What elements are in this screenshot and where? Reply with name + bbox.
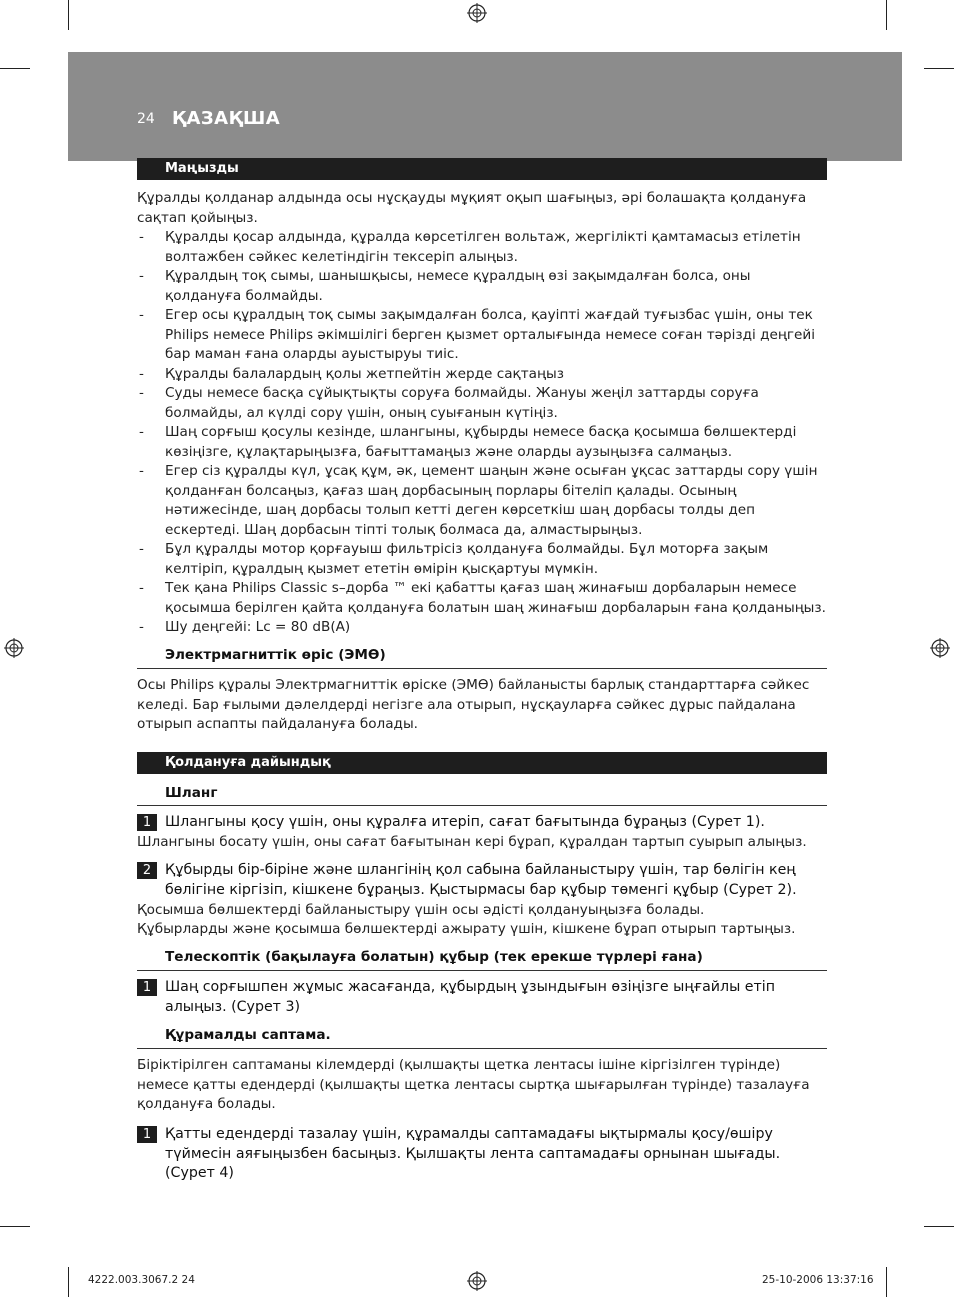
- step-number: 1: [137, 1126, 157, 1143]
- crop-mark: [0, 68, 30, 69]
- crop-mark: [886, 0, 887, 30]
- step-note: Құбырларды және қосымша бөлшектерді ажырату үшін, кішкене бұрап отырып тартыңыз.: [137, 921, 796, 937]
- divider: [137, 805, 827, 806]
- registration-mark-icon: [930, 638, 950, 658]
- crop-mark: [68, 1267, 69, 1297]
- important-intro: Құралды қолданар алдында осы нұсқауды мұқият оқып шағыңыз, әрі болашақта қолдануға сақтап қойыңыз.: [137, 190, 807, 226]
- crop-mark: [924, 1226, 954, 1227]
- divider: [137, 668, 827, 669]
- section-heading-prep: [137, 752, 827, 774]
- emf-text: Осы Philips құралы Электрмагниттік өріске (ЭМӨ) байланысты барлық стандарттарға сәйкес келеді. Бар ғылыми дәлелдерді негізге ала отырып, нұсқауларға сәйкес дұрыс пайдалана отырып аспапты пайдалануға болады.: [137, 677, 810, 732]
- registration-mark-icon: [467, 3, 487, 23]
- telescopic-heading: Телескоптік (бақылауға болатын) құбыр (тек ерекше түрлері ғана): [165, 949, 703, 965]
- section-heading-label: Маңызды: [165, 161, 239, 176]
- section-heading-label: Қолдануға дайындық: [165, 755, 331, 770]
- footer-timestamp: 25-10-2006 13:37:16: [762, 1274, 874, 1286]
- header-band: [68, 52, 902, 161]
- section-heading-important: [137, 158, 827, 180]
- language-title: ҚАЗАҚША: [172, 108, 281, 129]
- step-note: Шлангыны босату үшін, оны сағат бағытынан кері бұрап, құралдан тартып суырып алыңыз.: [137, 834, 807, 850]
- emf-heading: Электрмагниттік өріс (ЭМӨ): [165, 647, 386, 663]
- step-note: Қосымша бөлшектерді байланыстыру үшін осы әдісті қолдануыңызға болады.: [137, 902, 705, 918]
- combined-nozzle-heading: Құрамалды саптама.: [165, 1027, 331, 1043]
- step-number: 1: [137, 979, 157, 996]
- hose-heading: Шланг: [165, 785, 218, 801]
- registration-mark-icon: [4, 638, 24, 658]
- crop-mark: [924, 68, 954, 69]
- divider: [137, 970, 827, 971]
- crop-mark: [68, 0, 69, 30]
- combined-nozzle-text: Біріктірілген саптаманы кілемдерді (қылшақты щетка лентасы ішіне кіргізілген түрінде) немесе қатты едендерді (қылшақты щетка лентасы сыртқа шығарылған түрінде) тазалауға қолдануға болады.: [137, 1057, 810, 1112]
- page-number: 24: [137, 111, 155, 127]
- registration-mark-icon: [467, 1271, 487, 1291]
- footer-job-code: 4222.003.3067.2 24: [88, 1274, 195, 1286]
- step-number: 1: [137, 814, 157, 831]
- crop-mark: [0, 1226, 30, 1227]
- step-number: 2: [137, 862, 157, 879]
- divider: [137, 1048, 827, 1049]
- crop-mark: [886, 1267, 887, 1297]
